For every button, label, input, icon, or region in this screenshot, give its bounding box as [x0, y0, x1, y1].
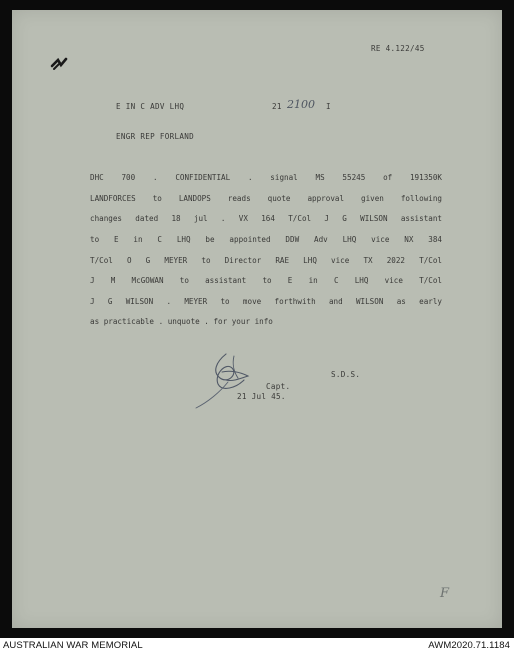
initials: S.D.S. [331, 370, 361, 379]
body-line: J G WILSON . MEYER to move forthwith and WILSON as early [90, 297, 442, 306]
body-line: T/Col O G MEYER to Director RAE LHQ vice TX 2022 T/Col [90, 256, 442, 265]
time-typed: 21 [272, 102, 282, 111]
body-line: LANDFORCES to LANDOPS reads quote approval given following [90, 194, 442, 203]
time-suffix: I [326, 102, 331, 111]
from-line: E IN C ADV LHQ [116, 102, 185, 111]
body-line: to E in C LHQ be appointed DDW Adv LHQ vice NX 384 [90, 235, 442, 244]
corner-stamp-mark [50, 56, 70, 72]
reference-number: RE 4.122/45 [371, 44, 425, 53]
footer-item-id: AWM2020.71.1184 [428, 640, 510, 651]
footer-institution: AUSTRALIAN WAR MEMORIAL [3, 640, 143, 651]
corner-pencil-mark: F [440, 586, 450, 601]
to-line: ENGR REP FORLAND [116, 132, 194, 141]
time-handwritten: 2100 [287, 98, 315, 111]
signature-date: 21 Jul 45. [237, 392, 286, 401]
body-line: changes dated 18 jul . VX 164 T/Col J G WILSON assistant [90, 214, 442, 223]
body-line: J M McGOWAN to assistant to E in C LHQ vice T/Col [90, 276, 442, 285]
body-line: as practicable . unquote . for your info [90, 317, 273, 326]
body-line: DHC 700 . CONFIDENTIAL . signal MS 55245 of 191350K [90, 173, 442, 182]
rank: Capt. [266, 382, 291, 391]
handwritten-signature [192, 348, 272, 412]
